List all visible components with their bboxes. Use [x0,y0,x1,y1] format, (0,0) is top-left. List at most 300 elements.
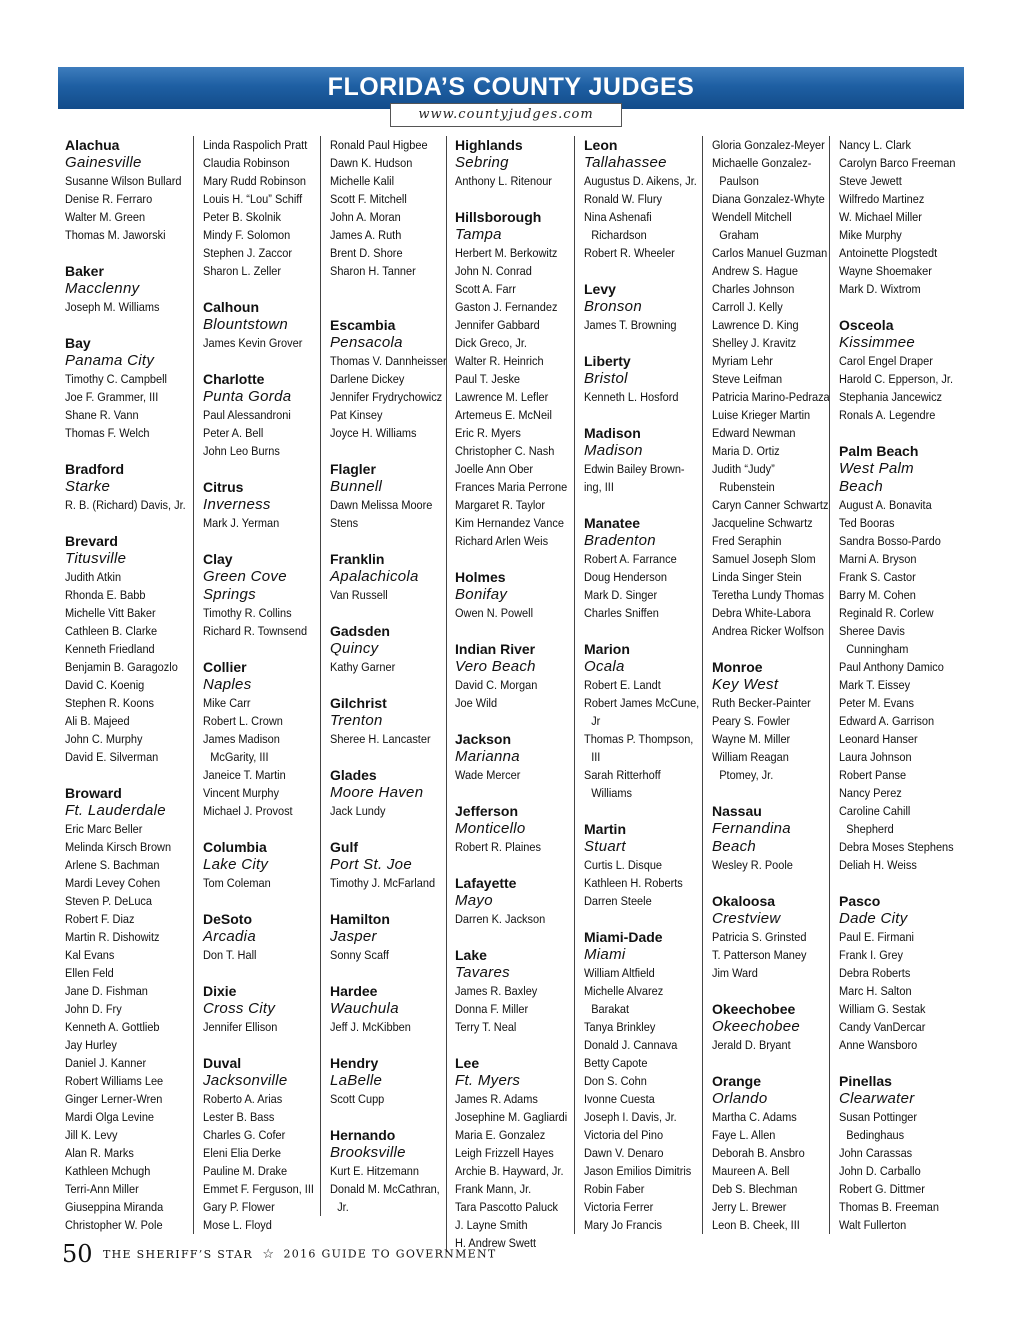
judge-name: Denise R. Ferraro [65,192,153,206]
judge-name: Tanya Brinkley [584,1020,656,1034]
spacer [203,280,325,298]
judge-name: Artemeus E. McNeil [455,408,552,422]
county-seat: Lake City [203,856,269,873]
spacer [203,460,325,478]
county-name: Brevard [65,533,118,549]
judge-name: Kim Hernandez Vance [455,516,564,530]
judge-name: Thomas F. Welch [65,426,150,440]
judge-name: William G. Sestak [839,1002,926,1016]
judge-name: Deborah B. Ansbro [712,1146,805,1160]
judge-name: John C. Murphy [65,732,143,746]
judge-name: Leon B. Cheek, III [712,1218,800,1232]
county-name: Alachua [65,137,120,153]
judge-name: Richardson [591,228,647,242]
county-seat: Ocala [584,658,625,675]
judge-name: Robert Williams Lee [65,1074,164,1088]
county-seat: Ft. Lauderdale [65,802,166,819]
county-name: Holmes [455,569,506,585]
judge-name: Leigh Frizzell Hayes [455,1146,554,1160]
judge-name: Sandra Bosso-Pardo [839,534,941,548]
spacer [330,604,452,622]
spacer [455,1036,577,1054]
county-seat: Kissimmee [839,334,916,351]
judge-name: Lawrence D. King [712,318,799,332]
county-name: Jefferson [455,803,519,819]
judge-name: Thomas V. Dannheisser [330,354,447,368]
county-seat: Quincy [330,640,379,657]
county-seat: Stuart [584,838,626,855]
judge-name: Candy VanDercar [839,1020,926,1034]
judge-name: Harold C. Epperson, Jr. [839,372,954,386]
judge-name: Judith Atkin [65,570,122,584]
publication-name: THE SHERIFF’S STAR [103,1247,253,1261]
judge-name: Thomas M. Jaworski [65,228,166,242]
county-name: Manatee [584,515,641,531]
judge-name: Frank Mann, Jr. [455,1182,532,1196]
judge-name: Peter M. Evans [839,696,914,710]
judge-name: Scott Cupp [330,1092,385,1106]
judge-name: Fred Seraphin [712,534,782,548]
county-seat: West Palm [839,460,914,477]
judge-name: Paul T. Jeske [455,372,521,386]
county-seat: Inverness [203,496,271,513]
county-name: Calhoun [203,299,259,315]
judge-name: Ginger Lerner-Wren [65,1092,163,1106]
county-seat: Miami [584,946,626,963]
judge-name: Jerry L. Brewer [712,1200,787,1214]
spacer [203,640,325,658]
judge-name: Anthony L. Ritenour [455,174,552,188]
judge-name: Emmet F. Ferguson, III [203,1182,314,1196]
judges-column-4 [446,136,577,1252]
county-seat: Fernandina [712,820,791,837]
spacer [584,334,706,352]
judge-name: Walter M. Green [65,210,146,224]
website-url[interactable]: www.countyjudges.com [390,103,622,127]
judge-name: T. Patterson Maney [712,948,807,962]
judge-name: Timothy C. Campbell [65,372,168,386]
county-name: Franklin [330,551,385,567]
county-name: Columbia [203,839,267,855]
judge-name: W. Michael Miller [839,210,922,224]
county-name: Bradford [65,461,125,477]
judge-name: Mark D. Wixtrom [839,282,921,296]
county-name: Osceola [839,317,894,333]
judge-name: Eric Marc Beller [65,822,143,836]
judge-name: Deb S. Blechman [712,1182,798,1196]
spacer [455,712,577,730]
judge-name: Wendell Mitchell [712,210,792,224]
county-name: Levy [584,281,616,297]
judge-name: Donald M. McCathran, [330,1182,440,1196]
page-footer [62,1240,497,1268]
judge-name: Donna F. Miller [455,1002,529,1016]
judge-name: Gaston J. Fernandez [455,300,558,314]
county-name: Leon [584,137,618,153]
judge-name: Wayne Shoemaker [839,264,932,278]
county-seat: Moore Haven [330,784,424,801]
judge-name: Thomas P. Thompson, [584,732,694,746]
spacer [330,280,452,298]
county-name: Charlotte [203,371,265,387]
county-seat: Apalachicola [330,568,419,585]
judge-name: Victoria del Pino [584,1128,664,1142]
judge-name: Thomas B. Freeman [839,1200,939,1214]
judge-name: Frances Maria Perrone [455,480,568,494]
judge-name: Jill K. Levy [65,1128,118,1142]
county-seat: Orlando [712,1090,768,1107]
judge-name: Jr. [337,1200,349,1214]
judge-name: Michelle Alvarez [584,984,664,998]
judge-name: Antoinette Plogstedt [839,246,938,260]
county-seat: Punta Gorda [203,388,292,405]
judge-name: Kal Evans [65,948,115,962]
spacer [839,1054,961,1072]
judge-name: Owen N. Powell [455,606,534,620]
judge-name: Robert R. Plaines [455,840,541,854]
judge-name: Michael J. Provost [203,804,293,818]
judge-name: Rubenstein [719,480,775,494]
judge-name: Andrea Ricker Wolfson [712,624,824,638]
spacer [455,550,577,568]
county-seat: Jasper [330,928,377,945]
judge-name: Peter B. Skolnik [203,210,282,224]
judge-name: Teretha Lundy Thomas [712,588,824,602]
judge-name: Timothy R. Collins [203,606,292,620]
judge-name: Scott A. Farr [455,282,516,296]
judge-name: Curtis L. Disque [584,858,663,872]
judge-name: Shane R. Vann [65,408,139,422]
judge-name: Stephen R. Koons [65,696,155,710]
judge-name: Eleni Elia Derke [203,1146,282,1160]
judge-name: Robert A. Farrance [584,552,677,566]
judge-name: Caroline Cahill [839,804,911,818]
judge-name: Ronald Paul Higbee [330,138,428,152]
judge-name: Susanne Wilson Bullard [65,174,182,188]
judge-name: Graham [719,228,759,242]
judge-name: Nancy L. Clark [839,138,911,152]
judge-name: Michelle Vitt Baker [65,606,156,620]
county-seat: Tampa [455,226,502,243]
spacer [455,856,577,874]
judge-name: Robert F. Diaz [65,912,135,926]
county-seat: Blountstown [203,316,289,333]
county-name: Lee [455,1055,480,1071]
judge-name: Laura Johnson [839,750,912,764]
judge-name: Ellen Feld [65,966,114,980]
judge-name: Kenneth L. Hosford [584,390,679,404]
judge-name: Frank S. Castor [839,570,916,584]
judge-name: James R. Baxley [455,984,538,998]
judge-name: Marc H. Salton [839,984,912,998]
judge-name: Martin R. Dishowitz [65,930,160,944]
judges-column-6 [702,136,834,1234]
judge-name: Joyce H. Williams [330,426,417,440]
judge-name: Richard Arlen Weis [455,534,549,548]
spacer [839,298,961,316]
judge-name: R. B. (Richard) Davis, Jr. [65,498,186,512]
county-name: Hillsborough [455,209,542,225]
county-name: Highlands [455,137,523,153]
judge-name: Vincent Murphy [203,786,280,800]
judge-name: Shepherd [846,822,894,836]
judge-name: McGarity, III [210,750,269,764]
judge-name: III [591,750,601,764]
judge-name: Barry M. Cohen [839,588,916,602]
judge-name: Edward Newman [712,426,796,440]
county-name: Baker [65,263,104,279]
judge-name: Wade Mercer [455,768,521,782]
judge-name: Mark T. Eissey [839,678,911,692]
county-name: Miami-Dade [584,929,663,945]
judge-name: Steve Jewett [839,174,902,188]
county-name: Hendry [330,1055,379,1071]
judge-name: Stephania Jancewicz [839,390,943,404]
spacer [65,316,187,334]
star-icon: ☆ [262,1246,275,1261]
judge-name: Jay Hurley [65,1038,117,1052]
county-seat: Brooksville [330,1144,406,1161]
judge-name: Jane D. Fishman [65,984,148,998]
judge-name: Patricia Marino-Pedraza [712,390,830,404]
judge-name: Ronals A. Legendre [839,408,936,422]
spacer [584,406,706,424]
judge-name: Pat Kinsey [330,408,383,422]
judge-name: James A. Ruth [330,228,402,242]
judge-name: Tom Coleman [203,876,271,890]
county-name: Lake [455,947,487,963]
judge-name: Stephen J. Zaccor [203,246,293,260]
judge-name: Robert G. Dittmer [839,1182,925,1196]
county-seat: Beach [712,838,757,855]
judge-name: Brent D. Shore [330,246,403,260]
spacer [203,1036,325,1054]
judge-name: Williams [591,786,633,800]
judge-name: Terri-Ann Miller [65,1182,139,1196]
judge-name: Joseph I. Davis, Jr. [584,1110,677,1124]
judge-name: Kathleen Mchugh [65,1164,151,1178]
judge-name: Jennifer Frydrychowicz [330,390,443,404]
county-name: Madison [584,425,641,441]
judge-name: Archie B. Hayward, Jr. [455,1164,564,1178]
judge-name: Maria D. Ortiz [712,444,780,458]
county-seat: Port St. Joe [330,856,412,873]
judge-name: Edwin Bailey Brown- [584,462,685,476]
county-name: Gadsden [330,623,390,639]
judge-name: Mary Jo Francis [584,1218,663,1232]
judge-name: William Reagan [712,750,789,764]
county-seat: Bristol [584,370,628,387]
judge-name: Ronald W. Flury [584,192,663,206]
judge-name: Marni A. Bryson [839,552,917,566]
judge-name: Arlene S. Bachman [65,858,160,872]
county-name: Indian River [455,641,536,657]
county-seat: Sebring [455,154,509,171]
county-name: Lafayette [455,875,517,891]
judge-name: James T. Browning [584,318,677,332]
county-name: Pinellas [839,1073,892,1089]
judge-name: Ted Booras [839,516,895,530]
county-name: Okaloosa [712,893,776,909]
judge-name: Linda Singer Stein [712,570,802,584]
judge-name: Kenneth A. Gottlieb [65,1020,160,1034]
judge-name: Mark D. Singer [584,588,658,602]
county-seat: Jacksonville [203,1072,288,1089]
judge-name: Steve Leifman [712,372,783,386]
judge-name: Ivonne Cuesta [584,1092,655,1106]
county-seat: Bonifay [455,586,508,603]
spacer [584,622,706,640]
spacer [330,1108,452,1126]
county-name: Hardee [330,983,378,999]
county-seat: Mayo [455,892,493,909]
spacer [330,298,452,316]
judge-name: Roberto A. Arias [203,1092,283,1106]
judge-name: ing, III [584,480,614,494]
county-seat: Gainesville [65,154,142,171]
county-name: Okeechobee [712,1001,796,1017]
judge-name: Mike Murphy [839,228,902,242]
judge-name: Jason Emilios Dimitris [584,1164,692,1178]
judge-name: Wayne M. Miller [712,732,791,746]
judge-name: J. Layne Smith [455,1218,528,1232]
county-seat: Bradenton [584,532,656,549]
judge-name: Christopher W. Pole [65,1218,163,1232]
judge-name: Paul Alessandroni [203,408,291,422]
judge-name: Walter R. Heinrich [455,354,544,368]
county-seat: Bronson [584,298,642,315]
county-seat: Titusville [65,550,127,567]
judge-name: Peter A. Bell [203,426,264,440]
judge-name: William Altfield [584,966,655,980]
county-name: Martin [584,821,626,837]
judge-name: Giuseppina Miranda [65,1200,164,1214]
spacer [203,964,325,982]
judge-name: Darren Steele [584,894,652,908]
judge-name: Benjamin B. Garagozlo [65,660,178,674]
judge-name: John A. Moran [330,210,401,224]
judge-name: James Kevin Grover [203,336,303,350]
judge-name: Debra White-Labora [712,606,811,620]
judge-name: Donald J. Cannava [584,1038,678,1052]
judge-name: Maria E. Gonzalez [455,1128,546,1142]
judge-name: Joseph M. Williams [65,300,160,314]
county-seat: Starke [65,478,111,495]
judge-name: Kathy Garner [330,660,396,674]
judge-name: Kathleen H. Roberts [584,876,683,890]
judge-name: Peary S. Fowler [712,714,791,728]
spacer [839,424,961,442]
judge-name: Ali B. Majeed [65,714,130,728]
judge-name: Tara Pascotto Paluck [455,1200,559,1214]
judge-name: Sheree H. Lancaster [330,732,431,746]
county-name: DeSoto [203,911,252,927]
judge-name: Sarah Ritterhoff [584,768,661,782]
judge-name: Andrew S. Hague [712,264,798,278]
county-name: Clay [203,551,233,567]
county-name: Monroe [712,659,763,675]
spacer [65,442,187,460]
county-name: Palm Beach [839,443,919,459]
county-seat: Green Cove [203,568,287,585]
judge-name: Augustus D. Aikens, Jr. [584,174,697,188]
county-seat: Cross City [203,1000,276,1017]
judge-name: John N. Conrad [455,264,532,278]
judge-name: Melinda Kirsch Brown [65,840,172,854]
judge-name: Darlene Dickey [330,372,405,386]
county-seat: Marianna [455,748,520,765]
spacer [330,442,452,460]
judge-name: Pauline M. Drake [203,1164,288,1178]
spacer [65,244,187,262]
judge-name: Maureen A. Bell [712,1164,790,1178]
judge-name: Diana Gonzalez-Whyte [712,192,825,206]
spacer [65,514,187,532]
judge-name: Rhonda E. Babb [65,588,146,602]
judge-name: Louis H. “Lou” Schiff [203,192,303,206]
judge-name: Mark J. Yerman [203,516,280,530]
judge-name: Eric R. Myers [455,426,521,440]
judge-name: Jerald D. Bryant [712,1038,791,1052]
judge-name: Dick Greco, Jr. [455,336,527,350]
spacer [330,892,452,910]
county-seat: Dade City [839,910,908,927]
spacer [712,640,834,658]
spacer [203,352,325,370]
county-name: Hamilton [330,911,390,927]
judge-name: Reginald R. Corlew [839,606,934,620]
county-seat: Trenton [330,712,383,729]
judge-name: Dawn V. Denaro [584,1146,664,1160]
judge-name: Jennifer Ellison [203,1020,278,1034]
county-seat: Monticello [455,820,526,837]
judges-column-3 [320,136,452,1216]
judge-name: Leonard Hanser [839,732,918,746]
judges-column-1 [65,136,187,1234]
spacer [455,784,577,802]
judge-name: Ruth Becker-Painter [712,696,811,710]
county-seat: Arcadia [203,928,256,945]
judge-name: Janeice T. Martin [203,768,286,782]
spacer [584,262,706,280]
judge-name: Dawn Melissa Moore [330,498,433,512]
judge-name: Edward A. Garrison [839,714,935,728]
judge-name: Dawn K. Hudson [330,156,413,170]
judges-column-7 [829,136,961,1234]
spacer [203,820,325,838]
judge-name: Sonny Scaff [330,948,389,962]
judge-name: Myriam Lehr [712,354,773,368]
publication-subtitle: 2016 GUIDE TO GOVERNMENT [283,1247,497,1261]
judge-name: Don T. Hall [203,948,257,962]
judge-name: Stens [330,516,359,530]
judge-name: Robert Panse [839,768,907,782]
spacer [330,532,452,550]
judge-name: Jack Lundy [330,804,386,818]
judge-name: Jeff J. McKibben [330,1020,411,1034]
county-seat: Okeechobee [712,1018,801,1035]
judge-name: Paul Anthony Damico [839,660,944,674]
page-number: 50 [62,1240,93,1268]
judge-name: Robert R. Wheeler [584,246,675,260]
judge-name: Jacqueline Schwartz [712,516,813,530]
judge-name: Ptomey, Jr. [719,768,774,782]
judge-name: Gloria Gonzalez-Meyer [712,138,825,152]
judge-name: David E. Silverman [65,750,159,764]
judge-name: Mardi Olga Levine [65,1110,155,1124]
judge-name: Cunningham [846,642,909,656]
judge-name: Martha C. Adams [712,1110,797,1124]
